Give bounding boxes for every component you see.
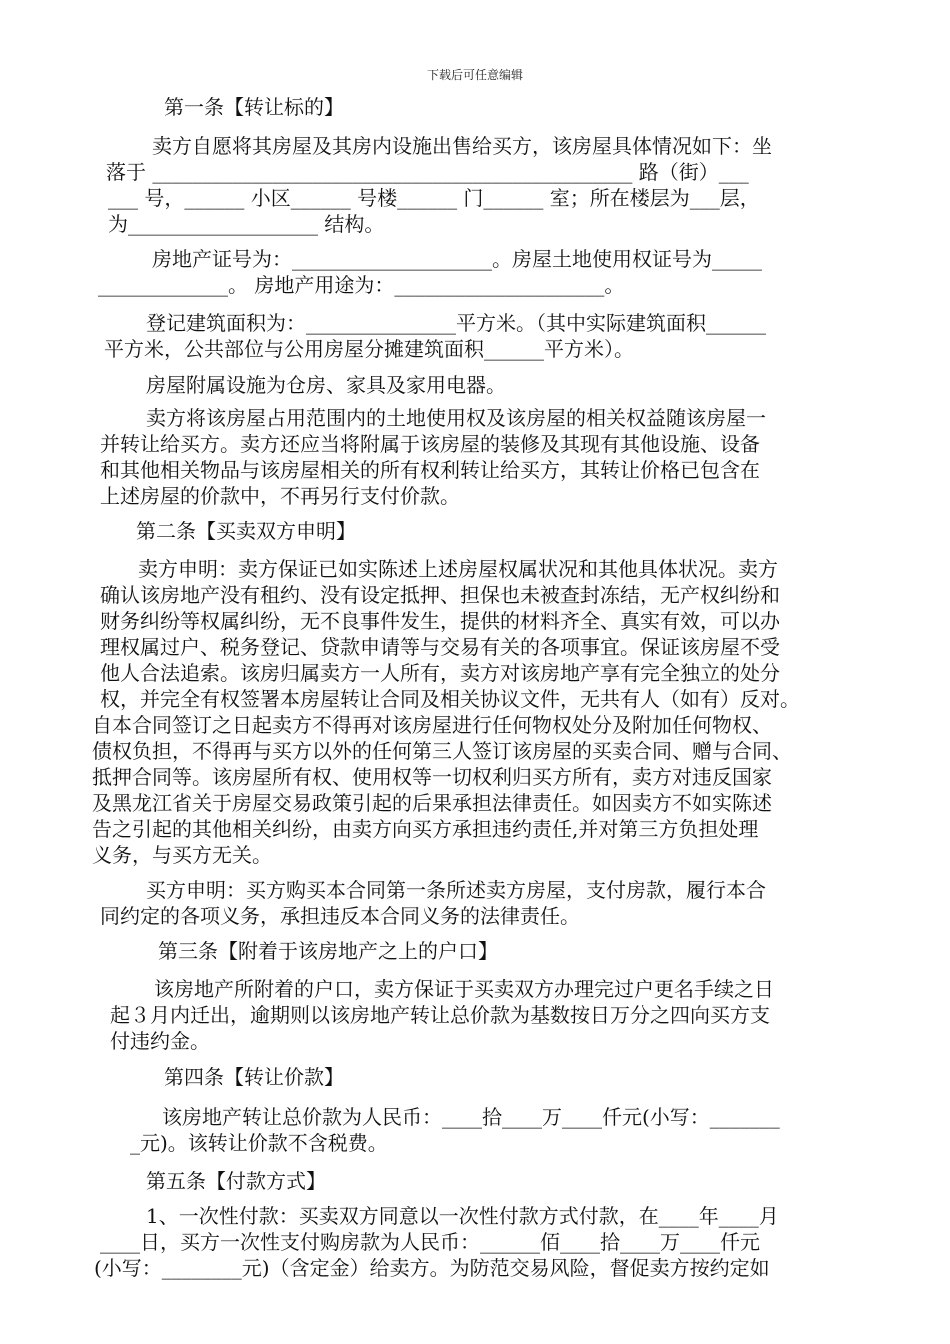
page-header: 下载后可任意编辑: [426, 68, 523, 82]
article-2-line: 权，并完全有权签署本房屋转让合同及相关协议文件，无共有人（如有）反对。: [100, 687, 800, 711]
article-2-line: 自本合同签订之日起卖方不得再对该房屋进行任何物权处分及附加任何物权、: [92, 713, 772, 737]
article-1-heading: 第一条【转让标的】: [164, 95, 344, 119]
article-2-line: 买方申明：买方购买本合同第一条所述卖方房屋，支付房款，履行本合: [146, 878, 766, 902]
article-1-line: _____________。 房地产用途为：_____________________。: [98, 273, 625, 297]
article-2-line: 义务，与买方无关。: [92, 843, 272, 867]
article-2-line: 债权负担，不得再与买方以外的任何第三人签订该房屋的买卖合同、赠与合同、: [92, 739, 792, 763]
article-2-line: 及黑龙江省关于房屋交易政策引起的后果承担法律责任。如因卖方不如实陈述: [92, 791, 772, 815]
article-4-heading: 第四条【转让价款】: [164, 1065, 344, 1089]
article-3-line: 付违约金。: [110, 1029, 210, 1053]
article-2-line: 理权属过户、税务登记、贷款申请等与交易有关的各项事宜。保证该房屋不受: [100, 635, 780, 659]
article-1-line: 并转让给买方。卖方还应当将附属于该房屋的装修及其现有其他设施、设备: [100, 432, 760, 456]
article-1-line: 平方米，公共部位与公用房屋分摊建筑面积______平方米）。: [104, 337, 634, 361]
article-2-line: 抵押合同等。该房屋所有权、使用权等一切权利归买方所有，卖方对违反国家: [92, 765, 772, 789]
article-1-line: 登记建筑面积为：_______________平方米。（其中实际建筑面积______: [146, 311, 766, 335]
article-1-line: 卖方将该房屋占用范围内的土地使用权及该房屋的相关权益随该房屋一: [146, 406, 766, 430]
article-1-line: 和其他相关物品与该房屋相关的所有权利转让给买方，其转让价格已包含在: [100, 458, 760, 482]
article-1-line: 上述房屋的价款中，不再另行支付价款。: [100, 484, 460, 508]
article-2-line: 确认该房地产没有租约、没有设定抵押、担保也未被查封冻结，无产权纠纷和: [100, 583, 780, 607]
article-4-line: 该房地产转让总价款为人民币：____拾____万____仟元(小写：_______: [162, 1105, 780, 1129]
article-5-line: (小写：________元)（含定金）给卖方。为防范交易风险，督促卖方按约定如: [94, 1256, 770, 1280]
article-1-line: 卖方自愿将其房屋及其房内设施出售给买方，该房屋具体情况如下：坐: [152, 134, 772, 158]
article-2-line: 告之引起的其他相关纠纷，由卖方向买方承担违约责任,并对第三方负担处理: [92, 817, 759, 841]
article-1-line: 为___________________ 结构。: [108, 212, 385, 236]
article-3-line: 该房地产所附着的户口，卖方保证于买卖双方办理完过户更名手续之日: [154, 977, 774, 1001]
article-1-line: 落于 ________________________________________________ 路（街）___: [106, 160, 749, 184]
article-3-line: 起３月内迁出，逾期则以该房地产转让总价款为基数按日万分之四向买方支: [110, 1003, 770, 1027]
article-2-line: 财务纠纷等权属纠纷，无不良事件发生，提供的材料齐全、真实有效，可以办: [100, 609, 780, 633]
article-1-line: 房地产证号为：____________________。房屋土地使用权证号为_____: [152, 247, 762, 271]
article-3-heading: 第三条【附着于该房地产之上的户口】: [158, 939, 498, 963]
article-5-line: ____日，买方一次性支付购房款为人民币：______佰____拾____万____仟元: [100, 1230, 760, 1254]
article-2-heading: 第二条【买卖双方申明】: [136, 519, 356, 543]
article-2-line: 同约定的各项义务，承担违反本合同义务的法律责任。: [100, 904, 580, 928]
article-5-heading: 第五条【付款方式】: [146, 1169, 326, 1193]
article-2-line: 他人合法追索。该房归属卖方一人所有，卖方对该房地产享有完全独立的处分: [100, 661, 780, 685]
article-2-line: 卖方申明：卖方保证已如实陈述上述房屋权属状况和其他具体状况。卖方: [138, 557, 778, 581]
article-1-line: ___ 号，______ 小区______ 号楼______ 门______ 室；所在楼层为___层，: [108, 186, 760, 210]
article-4-line: _元)。该转让价款不含税费。: [130, 1131, 388, 1155]
article-5-line: 1、一次性付款：买卖双方同意以一次性付款方式付款，在____年____月: [146, 1204, 779, 1228]
article-1-line: 房屋附属设施为仓房、家具及家用电器。: [146, 373, 506, 397]
